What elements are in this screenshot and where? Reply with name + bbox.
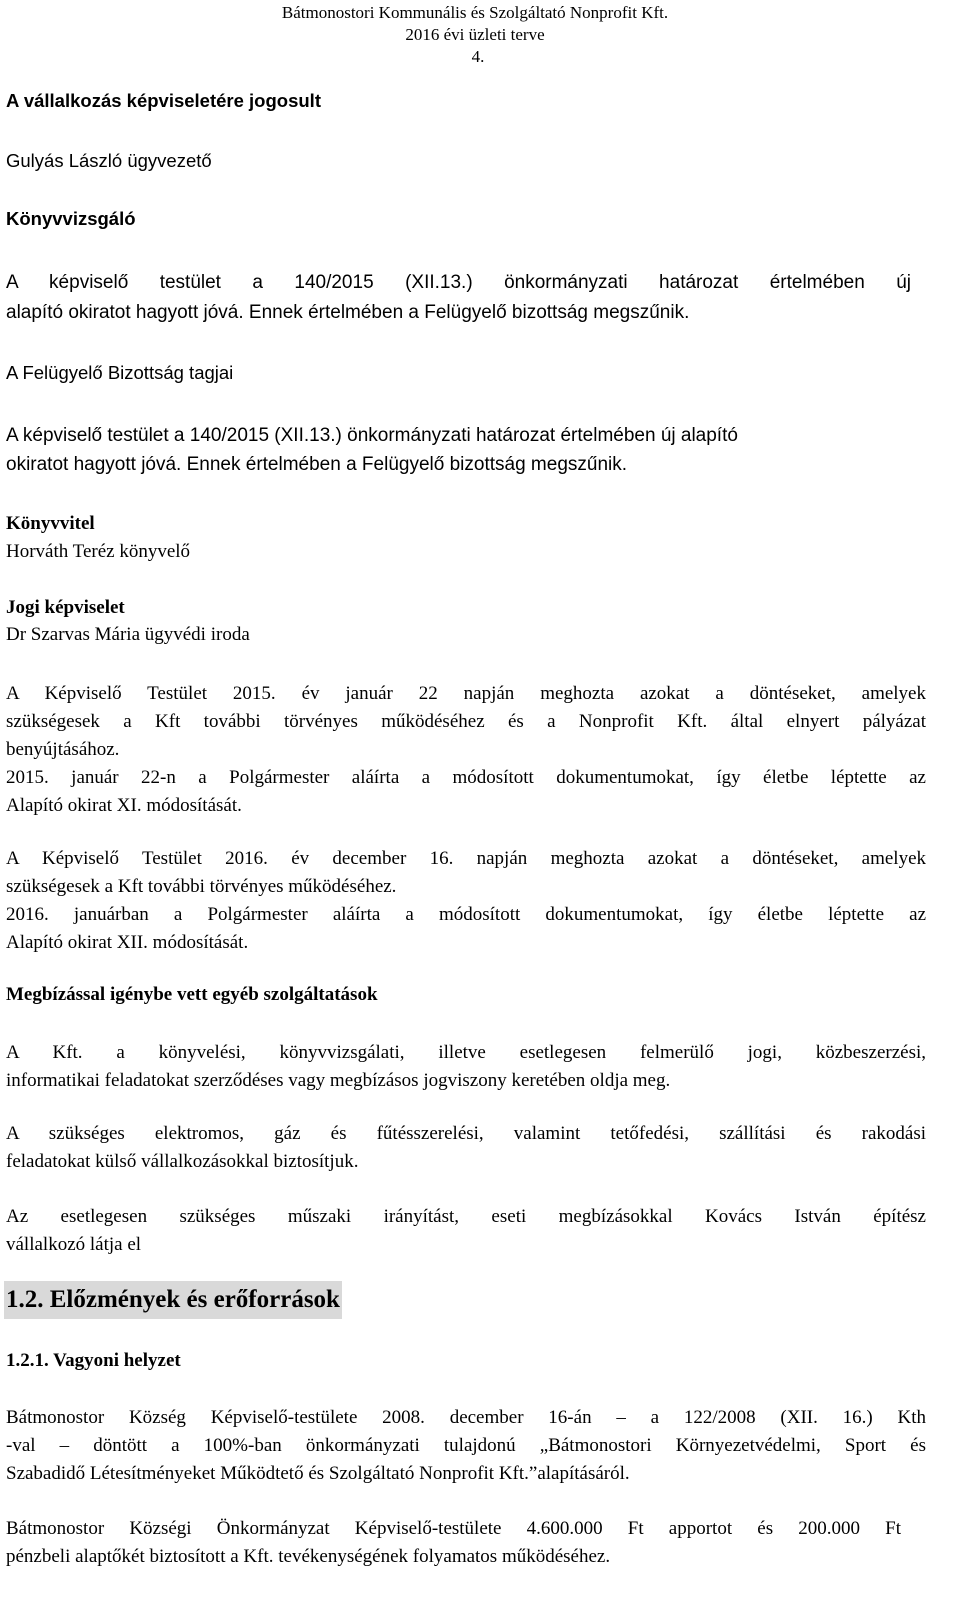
- auditor-text: [6, 268, 911, 328]
- text-line: Szabadidő Létesítményeket Működtető és Szolgáltató Nonprofit Kft.”alapításáról.: [6, 1463, 630, 1484]
- page-number: 4.: [471, 47, 485, 66]
- text-line: A szükséges elektromos, gáz és fűtésszerelési, valamint tetőfedési, szállítási és rakodási: [6, 1123, 926, 1144]
- auditor-text-line: alapító okiratot hagyott jóvá. Ennek értelmében a Felügyelő bizottság megszűnik.: [6, 302, 690, 323]
- auditor-title: Könyvvizsgáló: [6, 208, 136, 229]
- representation-title: A vállalkozás képviseletére jogosult: [6, 90, 321, 111]
- text-line: benyújtásához.: [6, 739, 120, 760]
- text-line: Alapító okirat XI. módosítását.: [6, 795, 242, 816]
- text-line: Bátmonostor Községi Önkormányzat Képviselő-testülete 4.600.000 Ft apportot és 200.000 Ft: [6, 1518, 901, 1539]
- bookkeeping-title: Könyvvitel: [6, 513, 95, 534]
- document-header-subtitle: 2016 évi üzleti terve: [405, 25, 545, 44]
- text-line: -val – döntött a 100%-ban önkormányzati tulajdonú „Bátmonostori Környezetvédelmi, Sport és: [6, 1435, 926, 1456]
- bookkeeping-name: Horváth Teréz könyvelő: [6, 541, 191, 562]
- section-heading-1-2: 1.2. Előzmények és erőforrások: [4, 1281, 342, 1319]
- text-line: pénzbeli alaptőkét biztosított a Kft. tevékenységének folyamatos működéséhez.: [6, 1546, 611, 1567]
- text-line: szükségesek a Kft további törvényes működéséhez.: [6, 876, 397, 897]
- legal-name: Dr Szarvas Mária ügyvédi iroda: [6, 624, 250, 645]
- text-line: Bátmonostor Község Képviselő-testülete 2008. december 16-án – a 122/2008 (XII. 16.) Kth: [6, 1407, 926, 1428]
- text-line: A Képviselő Testület 2016. év december 16. napján meghozta azokat a döntéseket, amelyek: [6, 848, 926, 869]
- supervisory-title: A Felügyelő Bizottság tagjai: [6, 362, 234, 383]
- text-line: informatikai feladatokat szerződéses vagy megbízásos jogviszony keretében oldja meg.: [6, 1070, 671, 1091]
- text-line: Alapító okirat XII. módosítását.: [6, 932, 249, 953]
- asset-paragraph-1: [6, 1404, 926, 1488]
- supervisory-text: [6, 421, 851, 479]
- text-line: 2015. január 22-n a Polgármester aláírta a módosított dokumentumokat, így életbe léptette az: [6, 767, 926, 788]
- services-paragraph-2: [6, 1120, 926, 1176]
- decisions-2016-text: [6, 845, 926, 957]
- supervisory-text-line: A képviselő testület a 140/2015 (XII.13.) önkormányzati határozat értelmében új alapító: [6, 425, 738, 446]
- section-heading-1-2-1: 1.2.1. Vagyoni helyzet: [6, 1350, 181, 1371]
- representation-name: Gulyás László ügyvezető: [6, 150, 212, 171]
- auditor-text-line: A képviselő testület a 140/2015 (XII.13.) önkormányzati határozat értelmében új: [6, 272, 911, 293]
- document-header-company: Bátmonostori Kommunális és Szolgáltató Nonprofit Kft.: [281, 3, 669, 22]
- services-title: Megbízással igénybe vett egyéb szolgáltatások: [6, 984, 378, 1005]
- text-line: szükségesek a Kft további törvényes működéséhez és a Nonprofit Kft. által elnyert pályázat: [6, 711, 926, 732]
- text-line: vállalkozó látja el: [6, 1234, 142, 1255]
- services-paragraph-1: [6, 1039, 926, 1095]
- asset-paragraph-2: [6, 1515, 901, 1571]
- text-line: Az esetlegesen szükséges műszaki irányítást, eseti megbízásokkal Kovács István építész: [6, 1206, 926, 1227]
- legal-title: Jogi képviselet: [6, 597, 125, 618]
- supervisory-text-line: okiratot hagyott jóvá. Ennek értelmében a Felügyelő bizottság megszűnik.: [6, 454, 628, 475]
- text-line: A Képviselő Testület 2015. év január 22 napján meghozta azokat a döntéseket, amelyek: [6, 683, 926, 704]
- services-paragraph-3: [6, 1203, 926, 1259]
- text-line: feladatokat külső vállalkozásokkal biztosítjuk.: [6, 1151, 359, 1172]
- text-line: A Kft. a könyvelési, könyvvizsgálati, illetve esetlegesen felmerülő jogi, közbeszerzési,: [6, 1042, 926, 1063]
- text-line: 2016. januárban a Polgármester aláírta a módosított dokumentumokat, így életbe léptette az: [6, 904, 926, 925]
- decisions-2015-text: [6, 680, 926, 820]
